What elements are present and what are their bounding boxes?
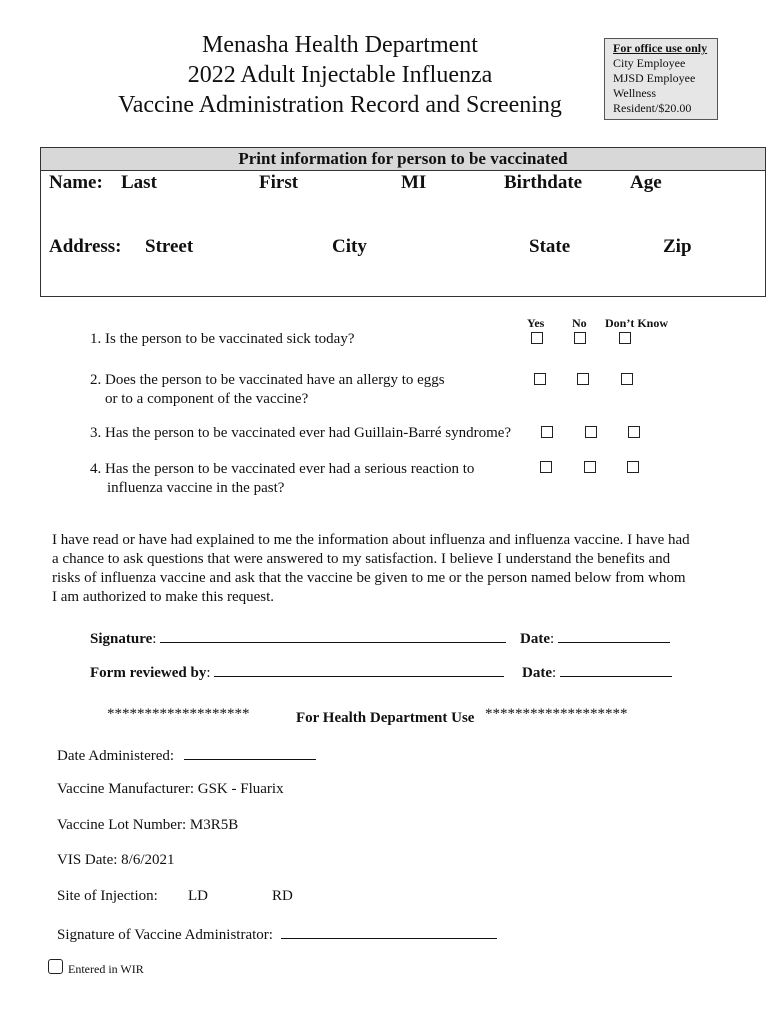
q2-dont-know-checkbox[interactable] — [621, 373, 633, 385]
title-line-2: 2022 Adult Injectable Influenza — [187, 62, 493, 88]
office-use-item: Resident/$20.00 — [613, 101, 692, 115]
person-info-box — [40, 147, 766, 297]
date-administered-row — [57, 745, 316, 765]
office-use-item: City Employee — [613, 56, 686, 70]
state-field[interactable]: State — [529, 236, 571, 257]
site-rd[interactable]: RD — [272, 888, 293, 904]
stars-right: ******************* — [485, 706, 628, 722]
reviewed-label: Form reviewed by — [90, 665, 207, 681]
zip-field[interactable]: Zip — [663, 236, 692, 257]
q1-no-checkbox[interactable] — [574, 332, 586, 344]
title-line-1: Menasha Health Department — [202, 32, 478, 58]
date-label: Date — [522, 665, 552, 681]
q3-yes-checkbox[interactable] — [541, 426, 553, 438]
office-use-box — [604, 38, 718, 120]
dept-use-heading: For Health Department Use — [296, 710, 475, 726]
col-no: No — [572, 316, 587, 330]
q4-no-checkbox[interactable] — [584, 461, 596, 473]
question-1: 1. Is the person to be vaccinated sick today? — [90, 331, 355, 347]
middle-initial-field[interactable]: MI — [401, 172, 427, 193]
city-field[interactable]: City — [332, 236, 367, 257]
entered-wir-label: Entered in WIR — [68, 962, 144, 976]
q1-yes-checkbox[interactable] — [531, 332, 543, 344]
name-label: Name: — [49, 172, 103, 193]
entered-wir-checkbox[interactable] — [48, 959, 63, 974]
q2-yes-checkbox[interactable] — [534, 373, 546, 385]
address-label: Address: — [49, 236, 122, 257]
col-dont-know: Don’t Know — [605, 316, 669, 330]
q3-dont-know-checkbox[interactable] — [628, 426, 640, 438]
street-field[interactable]: Street — [145, 236, 194, 257]
office-use-item: Wellness — [613, 86, 657, 100]
administrator-signature-line[interactable] — [281, 924, 497, 939]
person-info-header: Print information for person to be vaccinated — [41, 148, 765, 171]
signature-date-line[interactable] — [558, 628, 670, 643]
signature-line[interactable] — [160, 628, 506, 643]
q3-no-checkbox[interactable] — [585, 426, 597, 438]
vaccine-manufacturer: Vaccine Manufacturer: GSK - Fluarix — [57, 781, 284, 797]
site-ld[interactable]: LD — [188, 888, 208, 904]
site-of-injection-label: Site of Injection: — [57, 888, 158, 904]
question-2-cont: or to a component of the vaccine? — [105, 391, 309, 407]
title-line-3: Vaccine Administration Record and Screening — [118, 92, 562, 118]
stars-left: ******************* — [107, 706, 250, 722]
consent-statement: I have read or have had explained to me the information about influenza and influenza vaccine. I have had a chance to ask questions that were answered to my satisfaction. I believe I understand the benefits and risks of influenza vaccine and ask that the vaccine be given to me or the person named below from whom I am authorized to make this request. — [52, 532, 690, 605]
office-use-heading: For office use only — [613, 41, 708, 55]
last-name-field[interactable]: Last — [121, 172, 157, 193]
question-4: 4. Has the person to be vaccinated ever had a serious reaction to — [90, 461, 475, 477]
vis-date: VIS Date: 8/6/2021 — [57, 852, 175, 868]
reviewed-row: Form reviewed by: — [90, 662, 504, 682]
signature-label: Signature — [90, 631, 153, 647]
first-name-field[interactable]: First — [259, 172, 299, 193]
vaccine-lot-number: Vaccine Lot Number: M3R5B — [57, 817, 239, 833]
reviewed-line[interactable] — [214, 662, 504, 677]
administrator-signature-row — [57, 924, 497, 944]
administrator-signature-label: Signature of Vaccine Administrator: — [57, 927, 273, 943]
office-use-item: MJSD Employee — [613, 71, 696, 85]
date-administered-label: Date Administered: — [57, 748, 175, 764]
reviewed-date-line[interactable] — [560, 662, 672, 677]
question-4-cont: influenza vaccine in the past? — [107, 480, 285, 496]
q4-dont-know-checkbox[interactable] — [627, 461, 639, 473]
question-2: 2. Does the person to be vaccinated have an allergy to eggs — [90, 372, 445, 388]
age-field[interactable]: Age — [630, 172, 662, 193]
question-3: 3. Has the person to be vaccinated ever had Guillain-Barré syndrome? — [90, 425, 512, 441]
q4-yes-checkbox[interactable] — [540, 461, 552, 473]
date-administered-line[interactable] — [184, 745, 316, 760]
date-row-1: Date: — [520, 628, 670, 648]
date-label: Date — [520, 631, 550, 647]
signature-row: Signature: — [90, 628, 506, 648]
col-yes: Yes — [527, 316, 545, 330]
q1-dont-know-checkbox[interactable] — [619, 332, 631, 344]
date-row-2: Date: — [522, 662, 672, 682]
q2-no-checkbox[interactable] — [577, 373, 589, 385]
birthdate-field[interactable]: Birthdate — [504, 172, 583, 193]
